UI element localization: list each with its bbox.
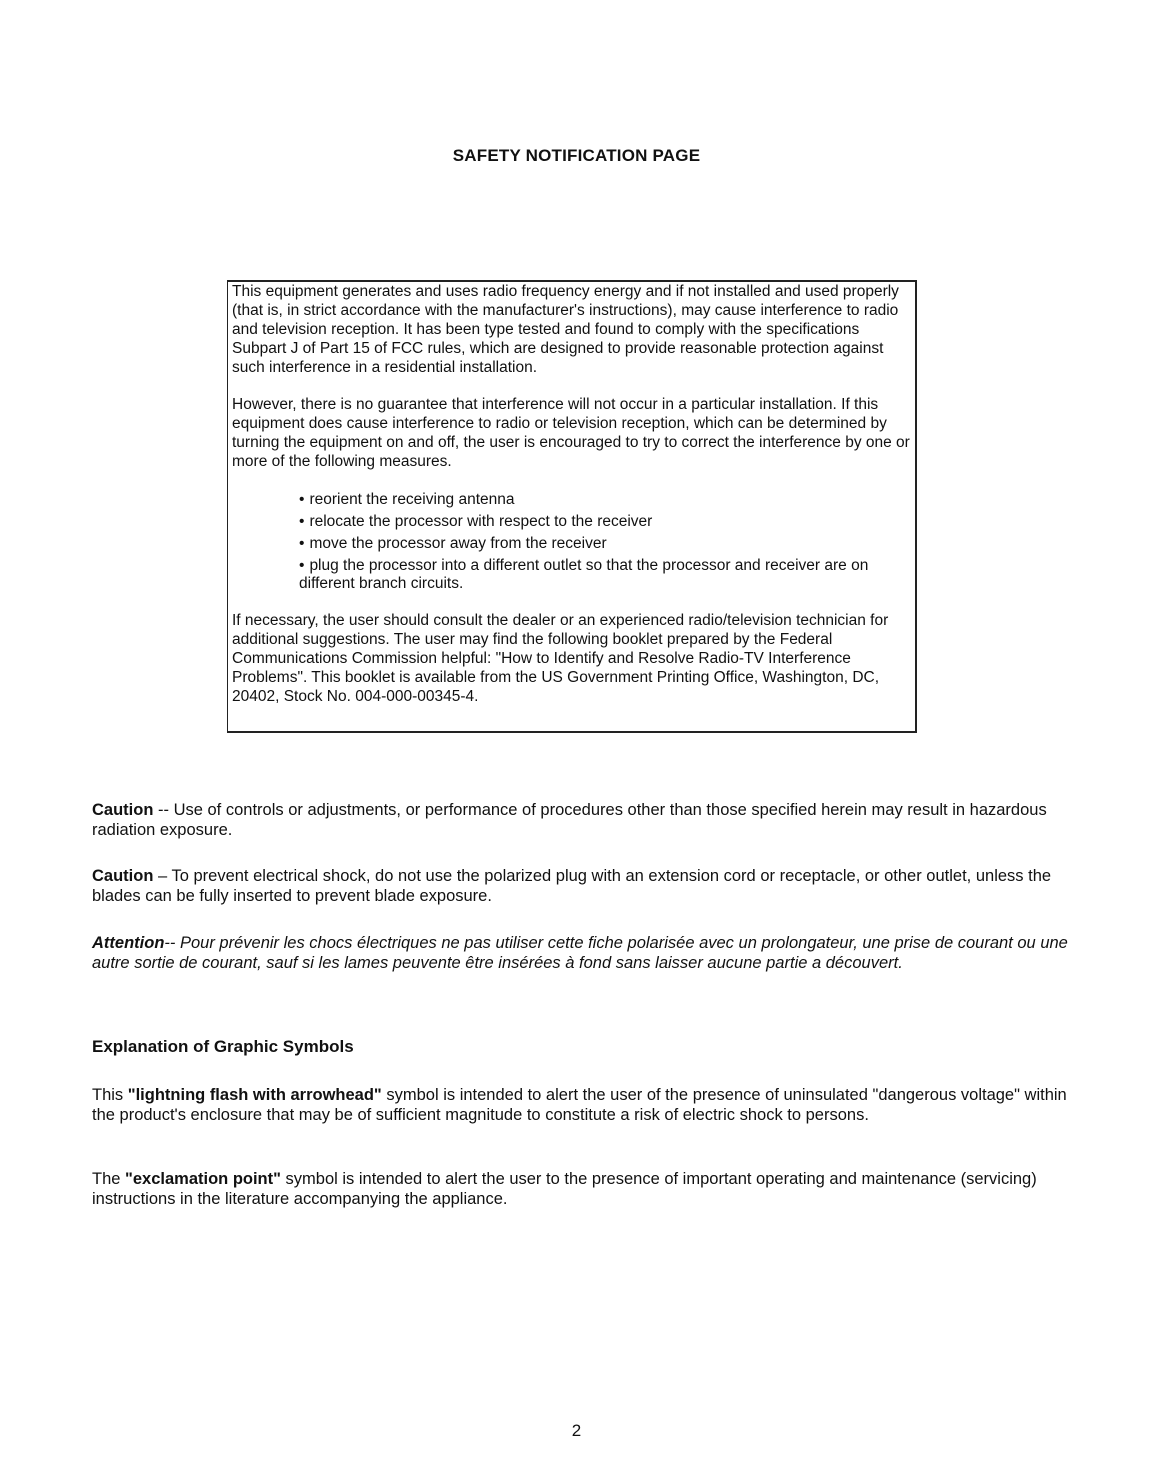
fcc-notice-box bbox=[227, 280, 917, 733]
lightning-text-pre: This bbox=[92, 1086, 128, 1104]
fcc-paragraph-3: If necessary, the user should consult the dealer or an experienced radio/television technician for additional suggestions. The user may find the following booklet prepared by the Federal Communications Commission helpful: "How to Identify and Resolve Radio-TV Interference Problems". This booklet is available from the US Government Printing Office, Washington, DC, 20402, Stock No. 004-000-00345-4. bbox=[232, 612, 889, 705]
caution-label: Caution bbox=[92, 867, 154, 885]
attention-french bbox=[92, 933, 1072, 973]
fcc-paragraph-2: However, there is no guarantee that interference will not occur in a particular installation. If this equipment does cause interference to radio or television reception, which can be determined by turning the equipment on and off, the user is encouraged to try to correct the interference by one or more of the following measures. bbox=[232, 396, 910, 470]
page-title: SAFETY NOTIFICATION PAGE bbox=[452, 146, 701, 165]
caution-electrical bbox=[92, 866, 1072, 906]
exclamation-text-post: symbol is intended to alert the user to the presence of important operating and maintenance (servicing) instructions in the literature accompanying the appliance. bbox=[92, 1170, 1037, 1208]
list-item: • move the processor away from the receiver bbox=[299, 535, 915, 553]
exclamation-term: "exclamation point" bbox=[125, 1170, 281, 1188]
attention-text: -- Pour prévenir les chocs électriques ne pas utiliser cette fiche polarisée avec un prolongateur, une prise de courant ou une autre sortie de courant, sauf si les lames peuvente être insérées à fond sans laisser aucune partie a découvert. bbox=[92, 934, 1068, 972]
caution-label: Caution bbox=[92, 801, 154, 819]
exclamation-text-pre: The bbox=[92, 1170, 126, 1188]
page-number: 2 bbox=[571, 1421, 582, 1440]
exclamation-symbol-explanation bbox=[92, 1169, 1072, 1209]
caution-text: -- Use of controls or adjustments, or performance of procedures other than those specified herein may result in hazardous radiation exposure. bbox=[92, 801, 1047, 839]
symbols-heading: Explanation of Graphic Symbols bbox=[92, 1037, 354, 1056]
list-item: • reorient the receiving antenna bbox=[299, 491, 915, 509]
list-item: • relocate the processor with respect to the receiver bbox=[299, 513, 915, 531]
caution-radiation bbox=[92, 800, 1072, 840]
caution-text: – To prevent electrical shock, do not use the polarized plug with an extension cord or receptacle, or other outlet, unless the blades can be fully inserted to prevent blade exposure. bbox=[92, 867, 1052, 905]
lightning-term: "lightning flash with arrowhead" bbox=[127, 1086, 382, 1104]
attention-label: Attention bbox=[92, 934, 165, 952]
measures-list bbox=[232, 491, 915, 593]
fcc-paragraph-1: This equipment generates and uses radio frequency energy and if not installed and used properly (that is, in strict accordance with the manufacturer's instructions), may cause interference to radio and television reception. It has been type tested and found to comply with the specifications Subpart J of Part 15 of FCC rules, which are designed to provide reasonable protection against such interference in a residential installation. bbox=[232, 283, 899, 376]
lightning-text-post: symbol is intended to alert the user of the presence of uninsulated "dangerous voltage" within the product's enclosure that may be of sufficient magnitude to constitute a risk of electric shock to persons. bbox=[92, 1086, 1067, 1124]
list-item: • plug the processor into a different outlet so that the processor and receiver are on different branch circuits. bbox=[299, 557, 915, 593]
lightning-symbol-explanation bbox=[92, 1085, 1072, 1125]
